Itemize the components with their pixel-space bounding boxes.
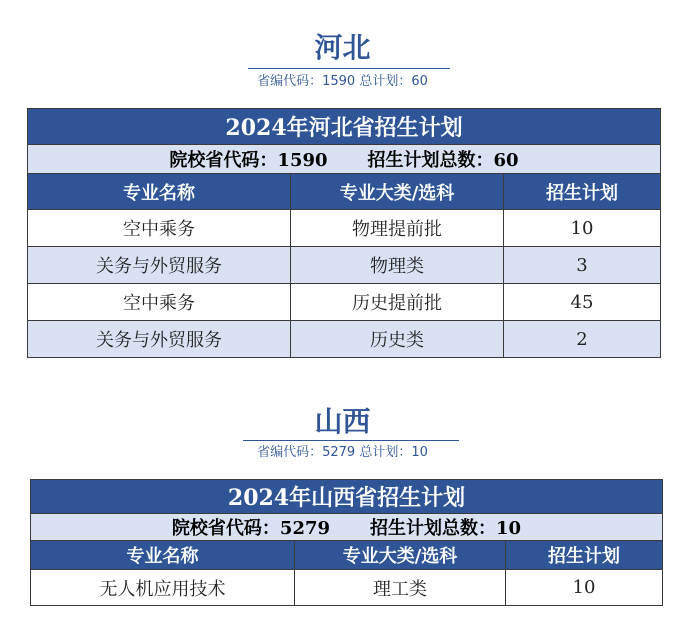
column-header-major: 专业名称 (31, 541, 295, 570)
school-code-shanxi: 院校省代码：5279 (171, 518, 331, 539)
column-header-major: 专业名称 (28, 174, 291, 210)
school-code-hebei: 院校省代码：1590 (169, 150, 328, 171)
cell-major: 空中乘务 (28, 210, 291, 247)
cell-major: 关务与外贸服务 (28, 247, 291, 284)
table-row (28, 321, 661, 358)
section-subtitle-shanxi: 省编代码：5279 总计划：10 (257, 445, 428, 460)
column-header-plan: 招生计划 (506, 541, 663, 570)
cell-category: 理工类 (295, 570, 506, 606)
section-subtitle-hebei: 省编代码：1590 总计划：60 (257, 74, 428, 89)
plan-table-shanxi (30, 479, 663, 606)
table-info-hebei (28, 145, 661, 174)
cell-plan: 45 (504, 284, 661, 321)
plan-table-hebei (27, 108, 661, 358)
column-header-category: 专业大类/选科 (295, 541, 506, 570)
plan-total-hebei: 招生计划总数：60 (367, 150, 519, 171)
table-row (31, 570, 663, 606)
cell-major: 关务与外贸服务 (28, 321, 291, 358)
cell-plan: 3 (504, 247, 661, 284)
table-title-shanxi: 2024年山西省招生计划 (31, 480, 663, 514)
cell-plan: 10 (504, 210, 661, 247)
table-row (28, 210, 661, 247)
cell-category: 历史类 (291, 321, 504, 358)
cell-plan: 2 (504, 321, 661, 358)
plan-total-shanxi: 招生计划总数：10 (370, 518, 522, 539)
cell-category: 物理类 (291, 247, 504, 284)
title-divider-hebei (248, 68, 450, 69)
cell-major: 空中乘务 (28, 284, 291, 321)
cell-major: 无人机应用技术 (31, 570, 295, 606)
table-row (28, 284, 661, 321)
section-title-hebei: 河北 (314, 31, 371, 64)
cell-category: 历史提前批 (291, 284, 504, 321)
table-row (28, 247, 661, 284)
section-title-shanxi: 山西 (314, 405, 371, 438)
cell-plan: 10 (506, 570, 663, 606)
column-header-plan: 招生计划 (504, 174, 661, 210)
table-info-shanxi (31, 514, 663, 541)
table-title-hebei: 2024年河北省招生计划 (28, 109, 661, 145)
cell-category: 物理提前批 (291, 210, 504, 247)
title-divider-shanxi (243, 440, 459, 441)
column-header-category: 专业大类/选科 (291, 174, 504, 210)
